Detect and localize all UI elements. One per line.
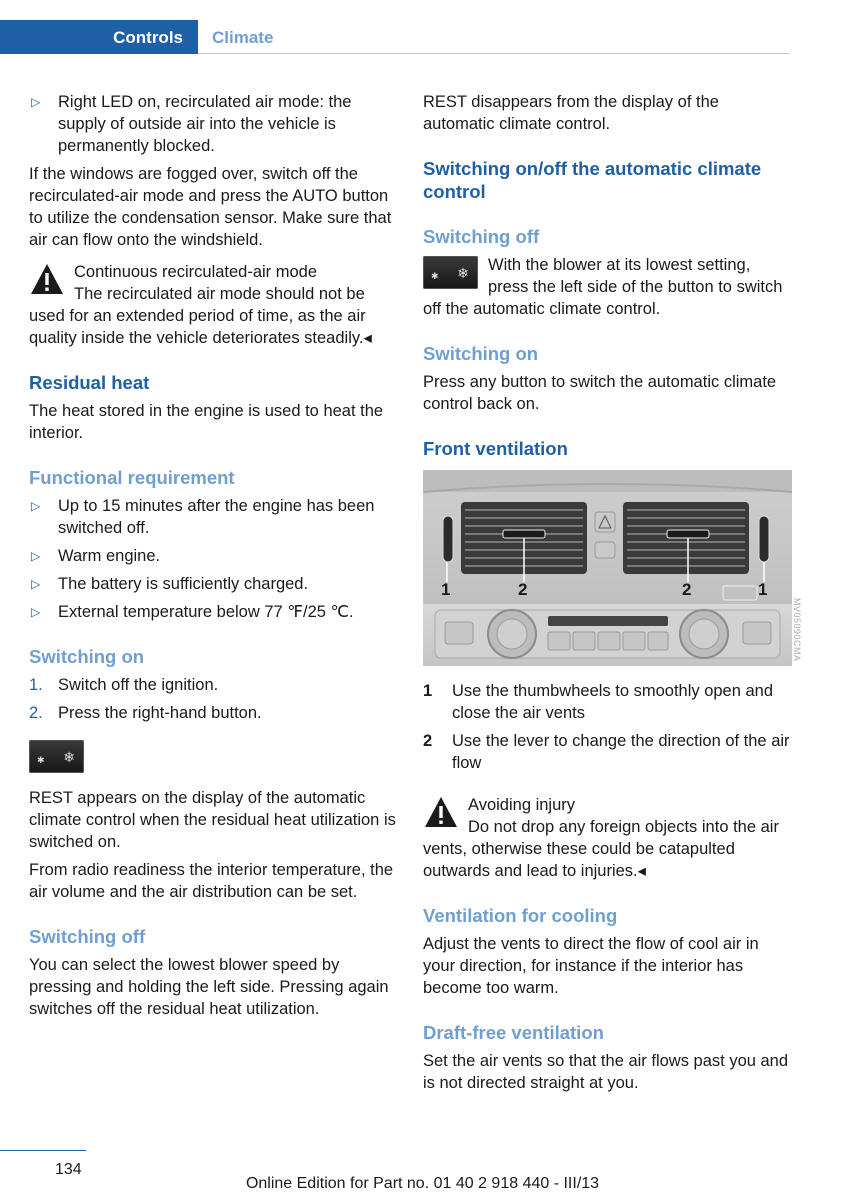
heading-draft-free: Draft-free ventilation (423, 1022, 604, 1043)
warning-triangle-icon (423, 795, 459, 829)
blower-button-icon: ✱ ❄ (29, 740, 84, 773)
list-item: ▷ Right LED on, recirculated air mode: the supply of outside air into the vehicle is permanently blocked. (31, 93, 352, 155)
paragraph: With the blower at its lowest setting, press the left side of the button to switch off the automatic climate control. (423, 256, 783, 318)
warning-box (29, 261, 399, 349)
warning-text: Do not drop any foreign objects into the air vents, otherwise these could be catapulted outwards and lead to injuries.◂ (423, 818, 779, 880)
footer-rule (0, 1150, 86, 1151)
heading-switching-on: Switching on (29, 646, 145, 667)
triangle-right-icon: ▷ (31, 95, 41, 109)
edition-note: Online Edition for Part no. 01 40 2 918 440 - III/13 (245, 1175, 600, 1192)
dashboard-vents-illustration (423, 470, 792, 666)
callout-label: 1 (758, 580, 768, 599)
list-item: ▷ Warm engine. (31, 547, 161, 565)
paragraph: Adjust the vents to direct the flow of cool air in your direction, for instance if the interior has become too warm. (423, 935, 759, 997)
list-item: 2. Press the right-hand button. (29, 704, 262, 722)
heading-switching-on: Switching on (423, 343, 539, 364)
paragraph: You can select the lowest blower speed by pressing and holding the left side. Pressing again switches off the residual heat utilization. (29, 956, 389, 1018)
paragraph: From radio readiness the interior temperature, the air volume and the air distribution can be set. (29, 861, 394, 901)
list-item: ▷ The battery is sufficiently charged. (31, 575, 309, 593)
list-item: ▷ External temperature below 77 ℉/25 ℃. (31, 603, 354, 621)
callout-label: 1 (441, 580, 451, 599)
list-item: ▷ Up to 15 minutes after the engine has been switched off. (31, 497, 375, 537)
heading-automatic-climate: Switching on/off the automatic climate control (423, 158, 762, 202)
blower-button-icon: ✱ ❄ (423, 256, 478, 289)
paragraph: Press any button to switch the automatic climate control back on. (423, 373, 777, 413)
list-item: 1. Switch off the ignition. (29, 676, 219, 694)
warning-text: The recirculated air mode should not be used for an extended period of time, as the air quality inside the vehicle deteriorates steadily.◂ (29, 285, 372, 347)
paragraph: Set the air vents so that the air flows past you and is not directed straight at you. (423, 1052, 789, 1092)
legend-item: 2 Use the lever to change the direction of the air flow (423, 732, 790, 772)
page-number: 134 (55, 1161, 82, 1178)
heading-switching-off: Switching off (29, 926, 146, 947)
heading-ventilation-cooling: Ventilation for cooling (423, 905, 618, 926)
heading-switching-off: Switching off (423, 226, 540, 247)
page-header (0, 20, 790, 54)
heading-front-ventilation: Front ventilation (423, 438, 568, 459)
warning-box (423, 794, 793, 882)
section-tab-controls[interactable]: Controls (0, 20, 198, 54)
callout-label: 2 (682, 580, 692, 599)
front-ventilation-figure (423, 470, 802, 666)
callout-label: 2 (518, 580, 528, 599)
left-column (29, 91, 399, 1026)
triangle-right-icon: ▷ (31, 499, 41, 513)
right-column (423, 91, 802, 1100)
warning-title: Continuous recirculated-air mode (74, 263, 318, 281)
triangle-right-icon: ▷ (31, 577, 41, 591)
paragraph: If the windows are fogged over, switch off the recirculated-air mode and press the AUTO button to utilize the condensation sensor. Make sure that air can flow onto the windshield. (29, 165, 392, 249)
section-tab-climate[interactable]: Climate (198, 20, 790, 54)
legend-item: 1 Use the thumbwheels to smoothly open and close the air vents (423, 682, 774, 722)
paragraph: REST disappears from the display of the automatic climate control. (423, 93, 719, 133)
warning-triangle-icon (29, 262, 65, 296)
triangle-right-icon: ▷ (31, 549, 41, 563)
triangle-right-icon: ▷ (31, 605, 41, 619)
figure-code: MV05090CMA (792, 598, 802, 662)
paragraph: REST appears on the display of the automatic climate control when the residual heat utilization is switched on. (29, 789, 396, 851)
heading-residual-heat: Residual heat (29, 372, 150, 393)
paragraph: The heat stored in the engine is used to heat the interior. (29, 402, 384, 442)
heading-functional-requirement: Functional requirement (29, 467, 235, 488)
warning-title: Avoiding injury (468, 796, 576, 814)
